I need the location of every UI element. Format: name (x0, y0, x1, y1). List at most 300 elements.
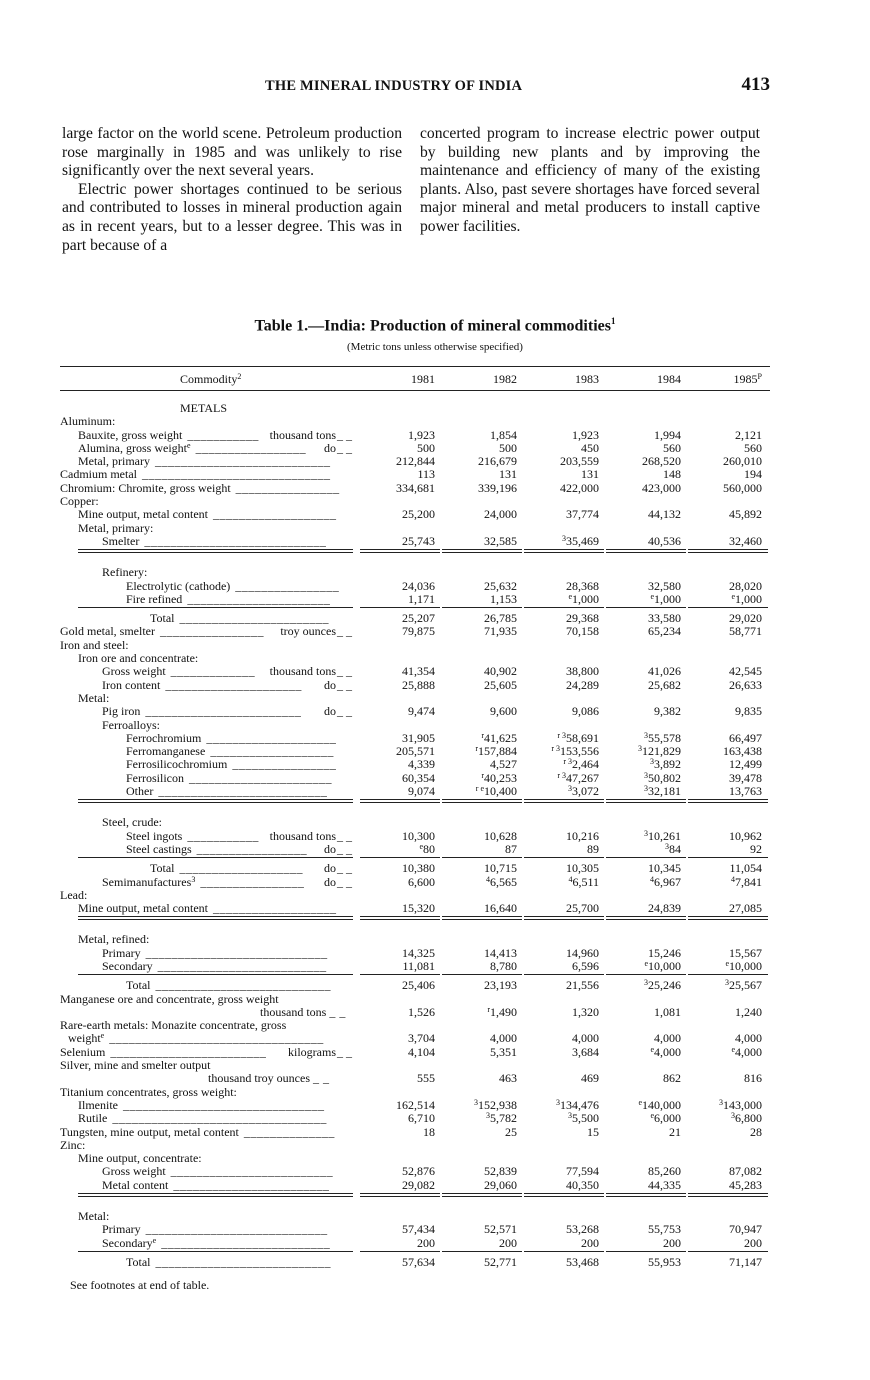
cell-value: 10,962 (729, 828, 762, 843)
cell-value: 10,300 (402, 828, 435, 843)
table-row (60, 960, 770, 973)
rule-segment (524, 857, 604, 858)
row-label: Metal, refined: (78, 932, 150, 947)
cell-value: $^e$6,000 (650, 1111, 681, 1126)
cell-value: 9,086 (572, 704, 599, 719)
leader-dots: _ _ (312, 1071, 330, 1086)
cell-value: $^3$55,578 (644, 730, 681, 745)
cell-value: 42,545 (729, 664, 762, 679)
rule-segment (524, 1251, 604, 1252)
table-row (60, 1059, 770, 1072)
rule-segment (442, 857, 522, 858)
cell-value: 79,875 (402, 624, 435, 639)
row-label: Silver, mine and smelter output (60, 1058, 211, 1073)
row-label: Tungsten, mine output, metal content (60, 1124, 239, 1139)
cell-value: $^3$5,782 (486, 1111, 517, 1126)
cell-value: 131 (581, 467, 599, 482)
table-row (60, 455, 770, 468)
row-label: Ferrosilicon (126, 770, 184, 785)
cell-value: 39,478 (729, 770, 762, 785)
rule-segment (78, 916, 353, 920)
leader-dots: ___________________ (179, 861, 303, 876)
row-label: Manganese ore and concentrate, gross weight (60, 991, 279, 1006)
cell-value: $^{r 3}$47,267 (557, 770, 599, 785)
cell-value: 200 (744, 1235, 762, 1250)
separator-rule (60, 798, 770, 816)
table-caption (0, 316, 870, 353)
cell-value: 1,923 (408, 427, 435, 442)
table-row (60, 862, 770, 875)
leader-dots: ____________________________ (145, 1222, 328, 1237)
table-row (60, 692, 770, 705)
cell-value: 25,406 (402, 978, 435, 993)
cell-value: 450 (581, 440, 599, 455)
leader-dots: _ _ (337, 1044, 352, 1059)
row-label: weight$^e$ (68, 1031, 105, 1046)
cell-value: 60,354 (402, 770, 435, 785)
leader-dots: ___________________ (212, 507, 337, 522)
cell-value: 66,497 (729, 730, 762, 745)
row-label: Rare-earth metals: Monazite concentrate, gross (60, 1018, 287, 1033)
cell-value: 500 (417, 440, 435, 455)
table-row (60, 495, 770, 508)
rule-segment (78, 857, 353, 858)
row-label: Total (150, 611, 175, 626)
cell-value: $^r$157,884 (475, 744, 517, 759)
leader-dots: _________________ (196, 841, 308, 856)
table-row (60, 979, 770, 992)
row-label: Cadmium metal (60, 467, 137, 482)
cell-value: $^3$25,246 (644, 978, 681, 993)
leader-dots: ____________________________ (145, 945, 328, 960)
cell-value: 15,246 (648, 945, 681, 960)
row-label: Total (150, 861, 175, 876)
cell-value: 52,876 (402, 1164, 435, 1179)
rule-segment (606, 1193, 686, 1197)
left-paragraph-2: Electric power shortages continued to be serious and contributed to losses in mineral production again as in recent years, but to a lesser degree. This was in part because of a (62, 180, 402, 254)
rule-segment (606, 974, 686, 975)
cell-value: $^3$35,469 (562, 533, 599, 548)
table-row (60, 1179, 770, 1192)
row-unit: do (324, 677, 336, 692)
table-row (60, 1223, 770, 1236)
leader-dots: _____________________________ (142, 467, 331, 482)
cell-value: 1,171 (408, 591, 435, 606)
leader-dots: __________________________ (161, 1235, 331, 1250)
cell-value: 10,345 (648, 861, 681, 876)
cell-value: 31,905 (402, 730, 435, 745)
rule-segment (442, 974, 522, 975)
rule-segment (442, 1193, 522, 1197)
table-row (60, 785, 770, 798)
row-label: Refinery: (102, 565, 148, 580)
table-row (60, 442, 770, 455)
cell-value: 40,536 (648, 533, 681, 548)
cell-value: 85,260 (648, 1164, 681, 1179)
cell-value: 26,785 (484, 611, 517, 626)
table-row (60, 719, 770, 732)
rule-segment (524, 974, 604, 975)
leader-dots: ___________ (187, 828, 259, 843)
table-row (60, 566, 770, 579)
row-label: Metal, primary (78, 454, 150, 469)
cell-value: 205,571 (396, 744, 435, 759)
leader-dots: _ _ (337, 440, 352, 455)
cell-value: 3,704 (408, 1031, 435, 1046)
table-body (60, 402, 770, 1269)
cell-value: 1,923 (572, 427, 599, 442)
row-label: thousand tons (260, 1004, 327, 1019)
cell-value: 560,000 (723, 480, 762, 495)
header-year-1985: $1985^P$ (733, 372, 762, 386)
rule-segment (688, 857, 768, 858)
cell-value: 55,953 (648, 1254, 681, 1269)
header-year-1981: 1981 (411, 372, 435, 386)
cell-value: 216,679 (478, 454, 517, 469)
cell-value: 10,715 (484, 861, 517, 876)
leader-dots: __________________________ (158, 784, 328, 799)
rule-segment (360, 974, 440, 975)
row-label: Chromium: Chromite, gross weight (60, 480, 231, 495)
cell-value: $^e$4,000 (731, 1044, 762, 1059)
leader-dots: _ _ (337, 677, 352, 692)
cell-value: 862 (663, 1071, 681, 1086)
cell-value: 9,600 (490, 704, 517, 719)
row-label: Metal: (78, 1209, 110, 1224)
leader-dots: _________________ (195, 440, 307, 455)
row-label: Other (126, 784, 154, 799)
rule-segment (524, 916, 604, 920)
cell-value: $^3$32,181 (644, 784, 681, 799)
table-row (60, 876, 770, 889)
table-row (60, 679, 770, 692)
cell-value: $^r$41,625 (481, 730, 517, 745)
cell-value: $^e$80 (419, 841, 435, 856)
table-row (60, 1006, 770, 1019)
cell-value: $^4$7,841 (731, 874, 762, 889)
cell-value: 92 (750, 841, 762, 856)
cell-value: 53,268 (566, 1222, 599, 1237)
table-row (60, 652, 770, 665)
cell-value: 87 (505, 841, 517, 856)
cell-value: 555 (417, 1071, 435, 1086)
cell-value: 25,743 (402, 533, 435, 548)
right-column (420, 125, 760, 237)
cell-value: 148 (663, 467, 681, 482)
cell-value: 200 (663, 1235, 681, 1250)
cell-value: $^{r 3}$58,691 (557, 730, 599, 745)
cell-value: 10,216 (566, 828, 599, 843)
cell-value: 469 (581, 1071, 599, 1086)
cell-value: 500 (499, 440, 517, 455)
leader-dots: ________________ (159, 624, 264, 639)
row-label: Metal, primary: (78, 520, 154, 535)
cell-value: 71,935 (484, 624, 517, 639)
separator-rule (60, 548, 770, 566)
row-unit: do (324, 861, 336, 876)
cell-value: 260,010 (723, 454, 762, 469)
rule-segment (524, 607, 604, 608)
table-row (60, 1032, 770, 1045)
leader-dots: ______________ (243, 1124, 335, 1139)
row-label: Secondary (102, 958, 153, 973)
rule-segment (360, 1251, 440, 1252)
cell-value: 25,207 (402, 611, 435, 626)
row-label: Fire refined (126, 591, 183, 606)
table-row (60, 402, 770, 415)
table-row (60, 843, 770, 856)
row-label: Primary (102, 945, 141, 960)
row-label: Mine output, metal content (78, 901, 208, 916)
cell-value: 212,844 (396, 454, 435, 469)
cell-value: 24,289 (566, 677, 599, 692)
leader-dots: _ _ (337, 861, 352, 876)
row-label: Electrolytic (cathode) (126, 578, 231, 593)
cell-value: 560 (744, 440, 762, 455)
cell-value: 200 (499, 1235, 517, 1250)
cell-value: 28 (750, 1124, 762, 1139)
row-label: Rutile (78, 1111, 108, 1126)
table-row (60, 1165, 770, 1178)
cell-value: 113 (417, 467, 435, 482)
row-label: Mine output, concentrate: (78, 1151, 202, 1166)
row-label: Zinc: (60, 1137, 86, 1152)
cell-value: 163,438 (723, 744, 762, 759)
cell-value: 13,763 (729, 784, 762, 799)
cell-value: $^e$140,000 (638, 1097, 681, 1112)
cell-value: 5,351 (490, 1044, 517, 1059)
table-row (60, 429, 770, 442)
row-label: Steel ingots (126, 828, 183, 843)
cell-value: 24,839 (648, 901, 681, 916)
cell-value: 1,240 (735, 1004, 762, 1019)
leader-dots: ___________________________ (154, 454, 331, 469)
cell-value: 4,000 (735, 1031, 762, 1046)
cell-value: 25,632 (484, 578, 517, 593)
row-label: Ferrochromium (126, 730, 202, 745)
leader-dots: ___________________ (210, 744, 334, 759)
rule-segment (78, 799, 353, 803)
table-row (60, 1099, 770, 1112)
cell-value: 29,020 (729, 611, 762, 626)
page-number: 413 (741, 74, 770, 95)
table-row (60, 830, 770, 843)
table-row (60, 415, 770, 428)
row-label: Metal content (102, 1177, 169, 1192)
cell-value: 27,085 (729, 901, 762, 916)
cell-value: 52,771 (484, 1254, 517, 1269)
cell-value: $^r$1,490 (487, 1004, 517, 1019)
cell-value: 1,081 (654, 1004, 681, 1019)
cell-value: 21,556 (566, 978, 599, 993)
left-column (62, 125, 402, 255)
cell-value: $^e$1,000 (568, 591, 599, 606)
cell-value: $^3$25,567 (725, 978, 762, 993)
cell-value: 3,684 (572, 1044, 599, 1059)
cell-value: $^3$84 (665, 841, 681, 856)
table-title: Table 1.—India: Production of mineral commodities$^1$ (254, 316, 616, 335)
table-row (60, 625, 770, 638)
cell-value: $^4$6,565 (486, 874, 517, 889)
leader-dots: _____________________ (165, 677, 302, 692)
cell-value: $^3$121,829 (638, 744, 681, 759)
table-row (60, 902, 770, 915)
cell-value: 28,368 (566, 578, 599, 593)
rule-segment (688, 1193, 768, 1197)
cell-value: 4,000 (490, 1031, 517, 1046)
leader-dots: _ _ (337, 874, 352, 889)
cell-value: 53,468 (566, 1254, 599, 1269)
table-row (60, 535, 770, 548)
rule-segment (688, 549, 768, 553)
rule-segment (524, 799, 604, 803)
table-row (60, 1237, 770, 1250)
cell-value: 23,193 (484, 978, 517, 993)
leader-dots: _ _ (337, 828, 352, 843)
cell-value: 89 (587, 841, 599, 856)
table-footnote: See footnotes at end of table. (70, 1278, 210, 1292)
rule-segment (360, 916, 440, 920)
leader-dots: _________________________________ (109, 1031, 324, 1046)
leader-dots: _ _ (337, 664, 352, 679)
cell-value: 268,520 (642, 454, 681, 469)
leader-dots: _______________________ (179, 611, 329, 626)
row-label: Ilmenite (78, 1097, 118, 1112)
cell-value: 14,413 (484, 945, 517, 960)
cell-value: 24,036 (402, 578, 435, 593)
table-row (60, 639, 770, 652)
table-subtitle: (Metric tons unless otherwise specified) (347, 341, 523, 354)
header-year-1984: 1984 (657, 372, 681, 386)
row-label: Lead: (60, 887, 88, 902)
cell-value: 28,020 (729, 578, 762, 593)
cell-value: 162,514 (396, 1097, 435, 1112)
cell-value: 52,571 (484, 1222, 517, 1237)
rule-segment (78, 1193, 353, 1197)
row-label: Pig iron (102, 704, 141, 719)
cell-value: 40,350 (566, 1177, 599, 1192)
rule-segment (606, 1251, 686, 1252)
cell-value: 6,600 (408, 874, 435, 889)
cell-value: 4,339 (408, 757, 435, 772)
rule-segment (688, 607, 768, 608)
leader-dots: ________________________ (173, 1177, 330, 1192)
rule-segment (78, 549, 353, 553)
rule-segment (606, 607, 686, 608)
cell-value: $^3$152,938 (474, 1097, 517, 1112)
row-label: Selenium (60, 1044, 106, 1059)
cell-value: 25,700 (566, 901, 599, 916)
leader-dots: ___________________ (212, 901, 337, 916)
row-label: Secondary$^e$ (102, 1235, 157, 1250)
row-unit: troy ounces (280, 624, 336, 639)
row-label: Gross weight (102, 664, 166, 679)
row-unit: do (324, 704, 336, 719)
row-label: Semimanufactures$^3$ (102, 874, 196, 889)
rule-segment (442, 799, 522, 803)
cell-value: 10,628 (484, 828, 517, 843)
cell-value: $^e$1,000 (731, 591, 762, 606)
row-unit: kilograms (288, 1044, 336, 1059)
rule-segment (442, 916, 522, 920)
cell-value: 45,283 (729, 1177, 762, 1192)
row-label: Gross weight (102, 1164, 166, 1179)
leader-dots: ________________ (235, 480, 340, 495)
row-label: Total (126, 1254, 151, 1269)
table-row (60, 665, 770, 678)
row-unit: thousand tons (269, 664, 336, 679)
cell-value: 41,026 (648, 664, 681, 679)
cell-value: 423,000 (642, 480, 681, 495)
cell-value: 560 (663, 440, 681, 455)
leader-dots: ______________________ (187, 591, 331, 606)
cell-value: 4,000 (572, 1031, 599, 1046)
cell-value: 58,771 (729, 624, 762, 639)
cell-value: 25,682 (648, 677, 681, 692)
cell-value: 70,947 (729, 1222, 762, 1237)
table-row (60, 1256, 770, 1269)
table-row (60, 947, 770, 960)
cell-value: 6,596 (572, 958, 599, 973)
row-label: Primary (102, 1222, 141, 1237)
cell-value: 11,054 (729, 861, 762, 876)
row-label: Steel castings (126, 841, 192, 856)
row-label: Iron ore and concentrate: (78, 651, 199, 666)
table-row (60, 889, 770, 902)
cell-value: 4,104 (408, 1044, 435, 1059)
row-label: Mine output, metal content (78, 507, 208, 522)
leader-dots: _____________ (170, 664, 256, 679)
cell-value: 32,585 (484, 533, 517, 548)
cell-value: 203,559 (560, 454, 599, 469)
cell-value: 10,380 (402, 861, 435, 876)
cell-value: 16,640 (484, 901, 517, 916)
table-row (60, 993, 770, 1006)
cell-value: $^e$10,000 (725, 958, 762, 973)
cell-value: 1,153 (490, 591, 517, 606)
header-commodity: Commodity$^2$ (180, 372, 242, 386)
cell-value: $^3$143,000 (719, 1097, 762, 1112)
cell-value: 32,580 (648, 578, 681, 593)
cell-value: 25,200 (402, 507, 435, 522)
header-year-1983: 1983 (575, 372, 599, 386)
cell-value: 9,835 (735, 704, 762, 719)
table-row (60, 758, 770, 771)
table-row (60, 1046, 770, 1059)
row-label: Ferromanganese (126, 744, 206, 759)
table-row (60, 705, 770, 718)
cell-value: 45,892 (729, 507, 762, 522)
cell-value: $^3$50,802 (644, 770, 681, 785)
table-row (60, 1019, 770, 1032)
cell-value: $^3$134,476 (556, 1097, 599, 1112)
row-label: Total (126, 978, 151, 993)
row-label: thousand troy ounces (208, 1071, 310, 1086)
cell-value: 4,527 (490, 757, 517, 772)
table-row (60, 508, 770, 521)
rule-segment (688, 799, 768, 803)
leader-dots: ______________________ (189, 770, 332, 785)
cell-value: 65,234 (648, 624, 681, 639)
row-unit: do (324, 874, 336, 889)
row-label: Iron and steel: (60, 637, 129, 652)
cell-value: 87,082 (729, 1164, 762, 1179)
cell-value: 2,121 (735, 427, 762, 442)
row-unit: do (324, 440, 336, 455)
row-label: Ferrosilicochromium (126, 757, 228, 772)
cell-value: 194 (744, 467, 762, 482)
cell-value: 25,605 (484, 677, 517, 692)
